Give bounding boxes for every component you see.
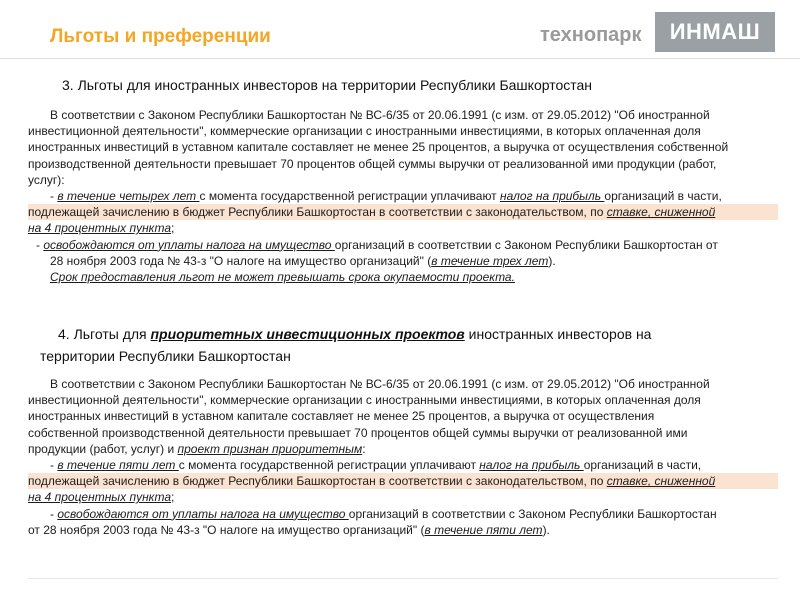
text-line (28, 376, 778, 392)
brand-text: технопарк (540, 24, 642, 46)
emphasis: на 4 процентных пункта (28, 490, 172, 505)
emphasis: в течение пяти лет (57, 458, 179, 473)
text: подлежащей зачислению в бюджет Республики Башкортостан в соответствии с законодательством, по (28, 474, 607, 489)
emphasis: в течение трех лет (431, 253, 549, 268)
text: организаций в части, (583, 458, 702, 473)
bullet-line (28, 473, 778, 489)
note-line (28, 269, 778, 285)
bullet-dash: - (50, 506, 58, 521)
emphasis: на 4 процентных пункта (28, 221, 172, 236)
text-line: инвестиционной деятельности", коммерческие организации с иностранными инвестициями, в которых оплаченная доля (28, 124, 701, 139)
bullet-line (28, 204, 778, 220)
bullet-line (28, 237, 778, 253)
bullet-line (28, 506, 778, 522)
page-title: Льготы и преференции (50, 26, 271, 47)
brand-logo-box: ИНМАШ (655, 12, 775, 52)
heading-text: 4. Льготы для (58, 326, 151, 342)
bullet-line (28, 188, 778, 204)
text-line: собственной производственной деятельности превышает 70 процентов общей суммы выручки от реализованной ими (28, 425, 688, 440)
section-3-heading: 3. Льготы для иностранных инвесторов на территории Республики Башкортостан (62, 77, 593, 93)
emphasis: ставке, сниженной (606, 474, 716, 489)
text: организаций в соответствии с Законом Республики Башкортостан (348, 506, 717, 521)
text: ; (171, 490, 175, 505)
emphasis: Срок предоставления льгот не может превышать срока окупаемости проекта. (50, 270, 515, 285)
text-line (28, 107, 778, 123)
heading-emphasis: приоритетных инвестиционных проектов (150, 326, 465, 342)
text: ; (171, 221, 175, 236)
emphasis: налог на прибыль (479, 458, 584, 473)
text-line: инвестиционной деятельности", коммерческие организации с иностранными инвестициями, в которых оплаченная доля (28, 393, 701, 408)
emphasis: ставке, сниженной (606, 205, 716, 220)
text-line (28, 441, 778, 457)
bullet-line (28, 522, 778, 538)
bullet-line (28, 220, 778, 236)
text: В соответствии с Законом Республики Башкортостан № ВС-6/35 от 20.06.1991 (с изм. от 29.05.2012) "Об иностранной (50, 108, 710, 122)
section-3-body (28, 107, 778, 285)
text: с момента государственной регистрации уплачивают (178, 458, 480, 473)
text: от 28 ноября 2003 года № 43-з "О налоге на имущество организаций" ( (28, 522, 425, 537)
emphasis: освобождаются от уплаты налога на имущество (57, 506, 349, 521)
text: ). (542, 522, 550, 537)
text-line: услуг): (28, 172, 65, 187)
text: организаций в соответствии с Законом Республики Башкортостан от (334, 237, 718, 252)
section-4-heading-line2: территории Республики Башкортостан (40, 348, 291, 364)
bullet-line (28, 457, 778, 473)
text-line: иностранных инвестиций в уставном капитале составляет не менее 25 процентов, а выручка от осуществления собственной (28, 140, 729, 155)
text: подлежащей зачислению в бюджет Республики Башкортостан в соответствии с законодательством, по (28, 205, 607, 220)
text: организаций в части, (604, 189, 722, 204)
emphasis: налог на прибыль (500, 189, 605, 204)
emphasis: в течение пяти лет (424, 522, 543, 537)
emphasis: проект признан приоритетным (177, 441, 363, 456)
bullet-dash: - (50, 189, 58, 204)
section-4-heading (58, 323, 651, 345)
header-divider (0, 58, 800, 59)
text: продукции (работ, услуг) и (28, 441, 178, 456)
bullet-dash: - (36, 237, 44, 252)
emphasis: в течение четырех лет (57, 189, 200, 204)
bullet-dash: - (50, 458, 58, 473)
text-line: производственной деятельности превышает 70 процентов общей суммы выручки от реализованной ими продукции (работ, (28, 156, 717, 171)
emphasis: освобождаются от уплаты налога на имущество (43, 237, 335, 252)
heading-text: иностранных инвесторов на (464, 326, 652, 342)
bullet-line (28, 253, 778, 269)
footer-divider (28, 578, 778, 579)
text: 28 ноября 2003 года № 43-з "О налоге на имущество организаций" ( (50, 253, 432, 268)
text: ). (548, 253, 556, 268)
bullet-line (28, 489, 778, 505)
text: : (362, 441, 366, 456)
text: с момента государственной регистрации уплачивают (199, 189, 501, 204)
text: В соответствии с Законом Республики Башкортостан № ВС-6/35 от 20.06.1991 (с изм. от 29.05.2012) "Об иностранной (50, 377, 710, 391)
section-4-body (28, 376, 778, 538)
text-line: иностранных инвестиций в уставном капитале составляет не менее 25 процентов, а выручка от осуществления (28, 409, 655, 424)
